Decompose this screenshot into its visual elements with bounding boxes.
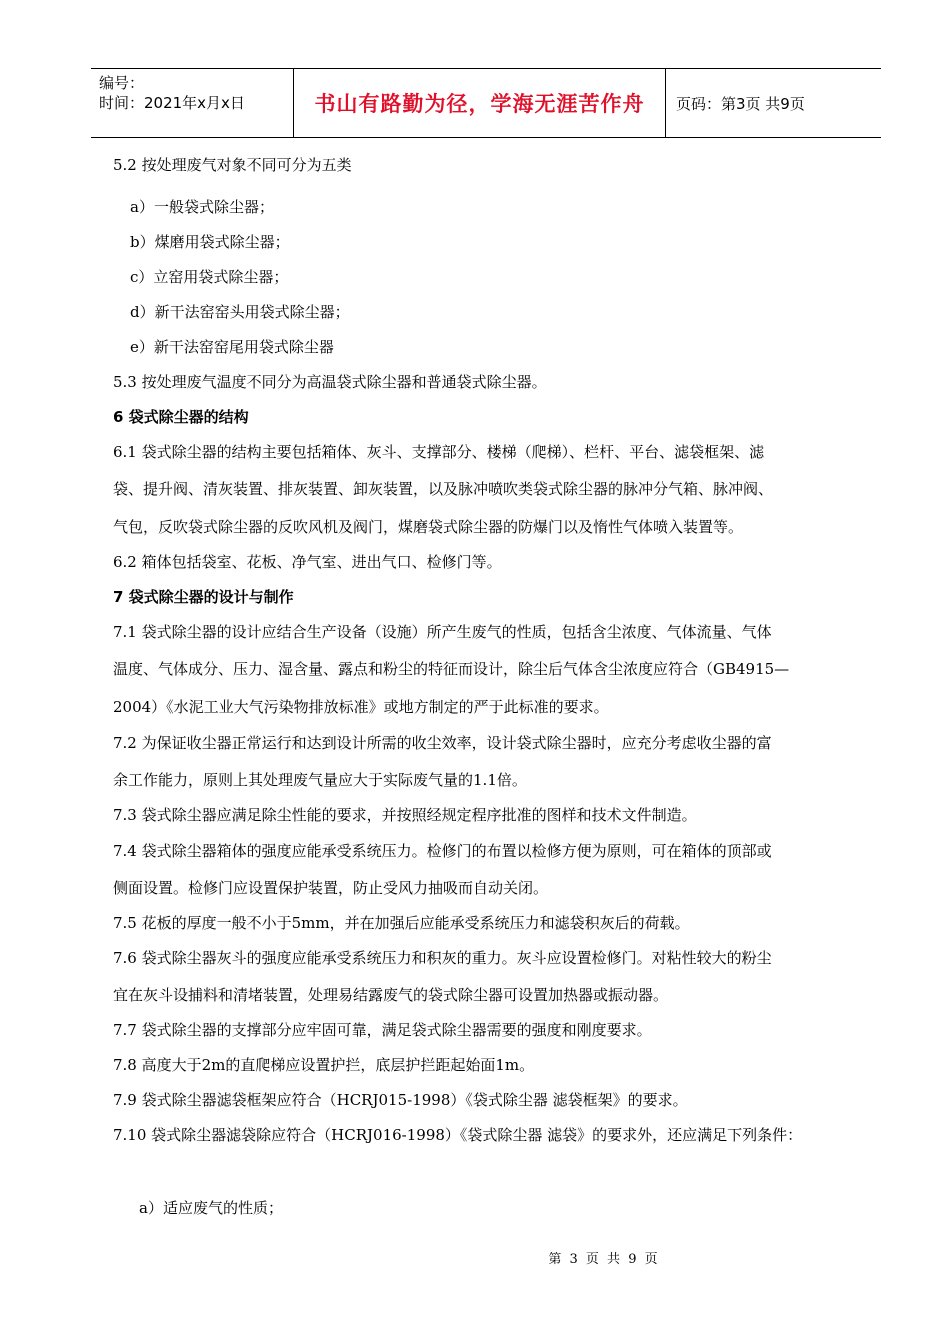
paragraph-line: 7.7 袋式除尘器的支撑部分应牢固可靠，满足袋式除尘器需要的强度和刚度要求。 [113, 1021, 652, 1039]
paragraph-line: 7.8 高度大于2m的直爬梯应设置护拦，底层护拦距起始面1m。 [113, 1056, 535, 1074]
document-time: 时间：2021年x月x日 [99, 94, 245, 112]
list-item: c）立窑用袋式除尘器； [130, 268, 289, 286]
paragraph-line: 气包，反吹袋式除尘器的反吹风机及阀门，煤磨袋式除尘器的防爆门以及惰性气体喷入装置等。 [113, 518, 744, 536]
paragraph-line: 宜在灰斗设捕料和清堵装置，处理易结露废气的袋式除尘器可设置加热器或振动器。 [113, 986, 669, 1004]
list-item: a）适应废气的性质； [139, 1199, 283, 1217]
header-motto: 书山有路勤为径，学海无涯苦作舟 [293, 69, 666, 137]
paragraph-line: 7.10 袋式除尘器滤袋除应符合（HCRJ016-1998）《袋式除尘器 滤袋》的要求外，还应满足下列条件： [113, 1126, 803, 1144]
list-item: d）新干法窑窑头用袋式除尘器； [130, 303, 350, 321]
paragraph-line: 7.3 袋式除尘器应满足除尘性能的要求，并按照经规定程序批准的图样和技术文件制造。 [113, 806, 697, 824]
paragraph-line: 7.9 袋式除尘器滤袋框架应符合（HCRJ015-1998）《袋式除尘器 滤袋框架》的要求。 [113, 1091, 688, 1109]
list-item: b）煤磨用袋式除尘器； [130, 233, 290, 251]
paragraph-line: 7.5 花板的厚度一般不小于5mm，并在加强后应能承受系统压力和滤袋积灰后的荷载。 [113, 914, 690, 932]
paragraph-line: 7.4 袋式除尘器箱体的强度应能承受系统压力。检修门的布置以检修方便为原则，可在箱体的顶部或 [113, 842, 772, 860]
paragraph-line: 侧面设置。检修门应设置保护装置，防止受风力抽吸而自动关闭。 [113, 879, 549, 897]
list-item: e）新干法窑窑尾用袋式除尘器 [130, 338, 334, 356]
section-heading: 6 袋式除尘器的结构 [113, 408, 249, 426]
document-number: 编号： [99, 74, 145, 92]
paragraph-line: 余工作能力，原则上其处理废气量应大于实际废气量的1.1倍。 [113, 771, 527, 789]
paragraph-line: 袋、提升阀、清灰装置、排灰装置、卸灰装置，以及脉冲喷吹类袋式除尘器的脉冲分气箱、脉冲阀、 [113, 480, 774, 498]
header-page-number: 页码：第3页 共9页 [676, 94, 805, 113]
list-item: a）一般袋式除尘器； [130, 198, 274, 216]
paragraph-line: 5.3 按处理废气温度不同分为高温袋式除尘器和普通袋式除尘器。 [113, 373, 547, 391]
page-footer [0, 1248, 950, 1267]
paragraph-line: 7.1 袋式除尘器的设计应结合生产设备（设施）所产生废气的性质，包括含尘浓度、气体流量、气体 [113, 623, 772, 641]
paragraph-line: 7.2 为保证收尘器正常运行和达到设计所需的收尘效率，设计袋式除尘器时，应充分考虑收尘器的富 [113, 734, 772, 752]
footer-page-number: 第 3 页 共 9 页 [548, 1252, 660, 1267]
paragraph-line: 2004）《水泥工业大气污染物排放标准》或地方制定的严于此标准的要求。 [113, 698, 609, 716]
page-header [91, 68, 881, 138]
paragraph-line: 6.1 袋式除尘器的结构主要包括箱体、灰斗、支撑部分、楼梯（爬梯）、栏杆、平台、滤袋框架、滤 [113, 443, 765, 461]
section-heading: 7 袋式除尘器的设计与制作 [113, 588, 294, 606]
paragraph-line: 5.2 按处理废气对象不同可分为五类 [113, 156, 352, 174]
paragraph-line: 7.6 袋式除尘器灰斗的强度应能承受系统压力和积灰的重力。灰斗应设置检修门。对粘性较大的粉尘 [113, 949, 772, 967]
paragraph-line: 6.2 箱体包括袋室、花板、净气室、进出气口、检修门等。 [113, 553, 502, 571]
paragraph-line: 温度、气体成分、压力、湿含量、露点和粉尘的特征而设计，除尘后气体含尘浓度应符合（GB4915— [113, 660, 790, 678]
header-left-cell [91, 69, 293, 137]
